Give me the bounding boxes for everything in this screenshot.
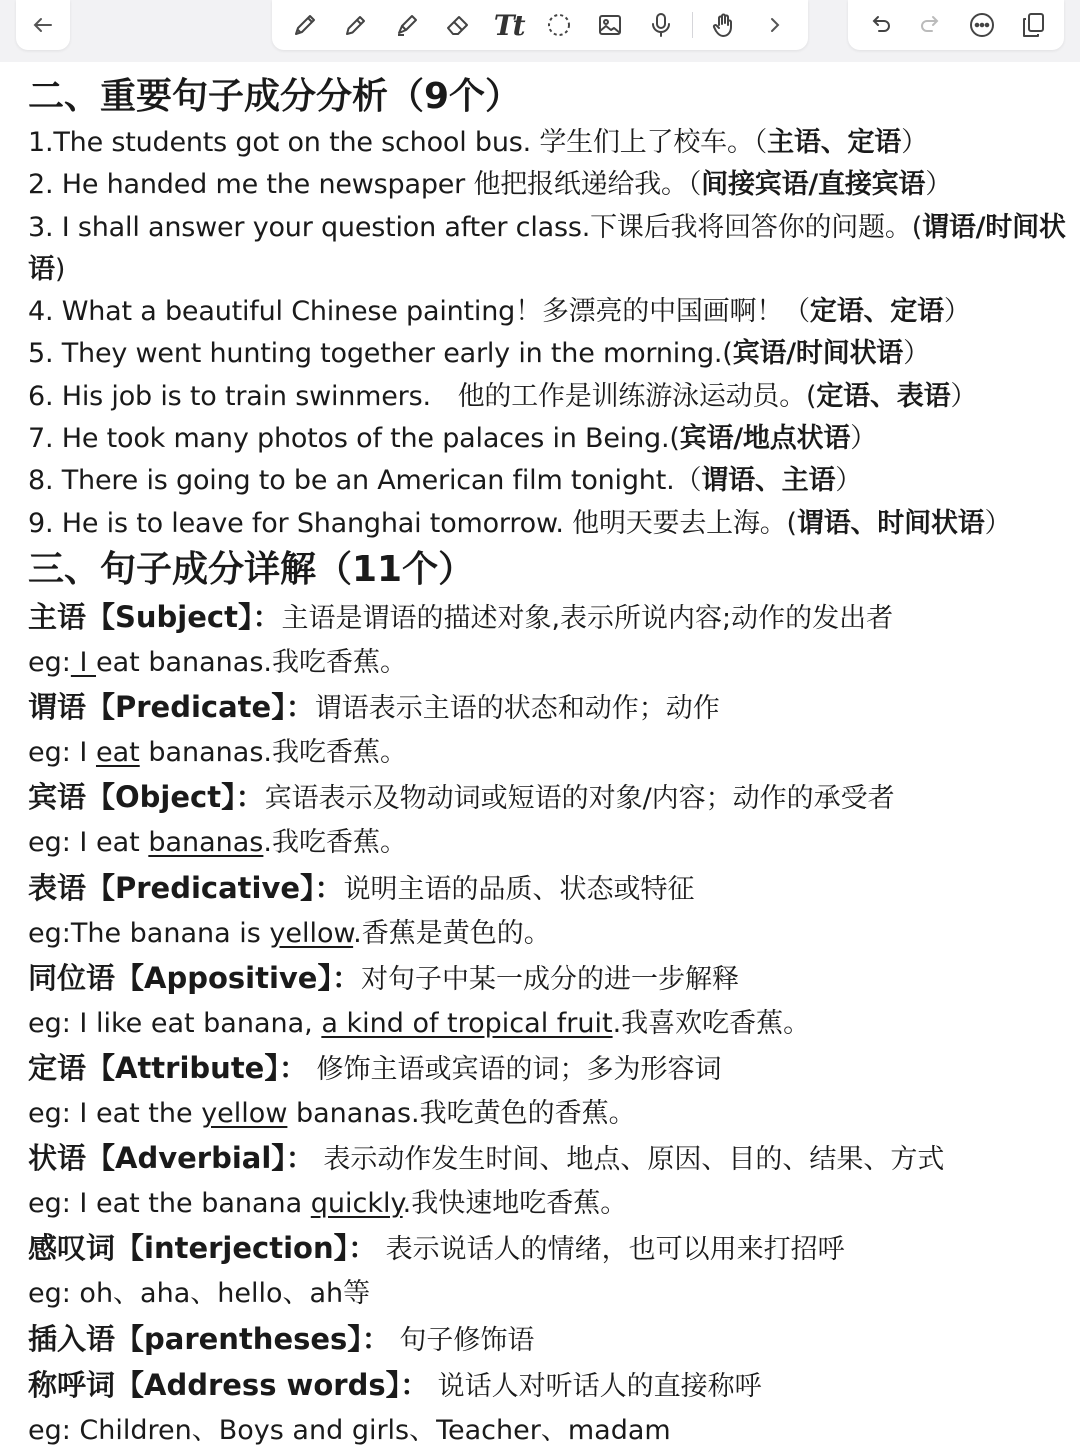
sentence-text: 3. I shall answer your question after class.下课后我将回答你的问题。( <box>28 211 923 243</box>
component-tag: 间接宾语/直接宾语 <box>701 169 926 201</box>
term-desc: 说明主语的品质、状态或特征 <box>343 873 695 905</box>
eraser-icon[interactable] <box>438 5 478 45</box>
term-definition <box>28 866 1068 912</box>
sentence-text: 7. He took many photos of the palaces in Being.( <box>28 423 680 455</box>
list-item <box>28 418 1068 460</box>
term-definition <box>28 685 1068 731</box>
term-name: 插入语【parentheses】： <box>28 1321 391 1356</box>
sentence-text: 5. They went hunting together early in the morning.( <box>28 338 733 370</box>
example-underline: yellow <box>269 917 354 949</box>
example-text: eg: I eat <box>28 827 149 859</box>
term-definition <box>28 1136 1068 1182</box>
example-underline: yellow <box>201 1097 288 1129</box>
term-example <box>28 1092 1068 1136</box>
term-name: 状语【Adverbial】： <box>28 1141 315 1176</box>
term-example <box>28 1272 1068 1316</box>
term-definition <box>28 775 1068 821</box>
term-definition <box>28 1317 1068 1363</box>
redo-icon[interactable] <box>911 5 951 45</box>
list-item <box>28 122 1068 164</box>
text-tool-icon[interactable] <box>489 5 529 45</box>
example-underline: quickly <box>310 1188 403 1220</box>
example-text: eg: oh、aha、hello、ah等 <box>28 1278 371 1310</box>
bracket: ） <box>943 296 971 328</box>
term-name: 定语【Attribute】： <box>28 1050 308 1085</box>
hand-icon[interactable] <box>704 5 744 45</box>
bracket: ） <box>850 423 877 455</box>
toolbar <box>0 0 1080 62</box>
section-heading: 二、重要句子成分分析（9个） <box>28 76 522 117</box>
component-tag: 谓语、时间状语 <box>796 507 985 539</box>
term-example <box>28 1182 1068 1226</box>
term-desc: 主语是谓语的描述对象,表示所说内容;动作的发出者 <box>281 602 894 634</box>
example-text: eg: I eat the banana <box>28 1188 311 1220</box>
sentence-text: 9. He is to leave for Shanghai tomorrow. 他明天要去上海。( <box>28 507 797 539</box>
list-item <box>28 460 1068 502</box>
bracket: ） <box>925 169 953 201</box>
bracket: ） <box>984 507 1012 539</box>
example-text: eg: I <box>28 737 96 769</box>
term-desc: 宾语表示及物动词或短语的对象/内容；动作的承受者 <box>264 783 895 815</box>
bracket: ） <box>901 127 928 158</box>
sentence-text: 4. What a beautiful Chinese painting！多漂亮的中国画啊！（ <box>28 296 810 328</box>
term-name: 宾语【Object】： <box>28 780 265 815</box>
chevron-right-icon[interactable] <box>755 5 795 45</box>
toolbar-divider <box>692 12 693 38</box>
term-definition <box>28 595 1068 641</box>
term-definition <box>28 1363 1068 1409</box>
sentence-text: 2. He handed me the newspaper 他把报纸递给我。（ <box>28 169 702 201</box>
list-item <box>28 207 1068 292</box>
example-text: .我吃香蕉。 <box>263 827 407 859</box>
list-item <box>28 333 1068 375</box>
example-text: bananas.我吃香蕉。 <box>139 737 407 769</box>
example-underline: eat <box>95 737 140 769</box>
component-tag: 宾语/地点状语 <box>679 423 851 455</box>
toolbar-left-group <box>16 0 70 50</box>
example-text: bananas.我吃黄色的香蕉。 <box>287 1097 636 1129</box>
more-icon[interactable] <box>962 5 1002 45</box>
term-definition <box>28 1226 1068 1272</box>
term-name: 主语【Subject】： <box>28 599 282 634</box>
term-list <box>28 595 1068 1453</box>
list-item <box>28 164 1068 206</box>
component-tag: 定语、表语 <box>816 380 951 412</box>
term-name: 称呼词【Address words】： <box>28 1367 430 1402</box>
component-tag: 谓语、主语 <box>701 465 836 497</box>
term-example <box>28 641 1068 685</box>
example-underline: bananas <box>148 827 264 859</box>
toolbar-tools-group <box>272 0 808 50</box>
term-example <box>28 912 1068 956</box>
term-desc: 谓语表示主语的状态和动作；动作 <box>314 693 720 725</box>
term-desc: 说话人对听话人的直接称呼 <box>429 1370 762 1402</box>
term-name: 同位语【Appositive】： <box>28 960 361 995</box>
term-definition <box>28 956 1068 1002</box>
component-tag: 主语、定语 <box>767 127 902 158</box>
term-desc: 句子修饰语 <box>390 1324 535 1356</box>
example-text: .我喜欢吃香蕉。 <box>612 1007 811 1039</box>
list-item <box>28 291 1068 333</box>
back-arrow-icon[interactable] <box>23 5 63 45</box>
example-underline: a kind of tropical fruit <box>321 1007 613 1039</box>
example-text: eg: <box>28 646 71 678</box>
sentence-analysis-list <box>28 122 1068 545</box>
section-heading: 三、句子成分详解（11个） <box>28 548 475 590</box>
example-text: eg:The banana is <box>28 917 270 949</box>
sentence-text: 1.The students got on the school bus. 学生们上了校车。（ <box>28 127 768 158</box>
example-underline: I <box>70 646 96 678</box>
microphone-icon[interactable] <box>641 5 681 45</box>
component-tag: 定语、定语 <box>809 296 944 328</box>
highlighter-icon[interactable] <box>387 5 427 45</box>
component-tag: 谓语/时间状语 <box>28 211 1066 285</box>
example-text: eg: I like eat banana, <box>28 1007 322 1039</box>
bracket: ） <box>903 338 930 370</box>
term-desc: 对句子中某一成分的进一步解释 <box>360 963 739 995</box>
list-item <box>28 376 1068 418</box>
term-definition <box>28 1046 1068 1092</box>
sentence-text: 8. There is going to be an American film tonight.（ <box>28 465 702 497</box>
example-text: .香蕉是黄色的。 <box>353 917 551 949</box>
term-name: 谓语【Predicate】： <box>28 690 315 725</box>
lasso-icon[interactable] <box>539 5 579 45</box>
text-tool-label: Tt <box>493 8 524 42</box>
pen-icon[interactable] <box>285 5 325 45</box>
image-icon[interactable] <box>590 5 630 45</box>
bracket: ） <box>835 465 863 497</box>
example-text: eg: Children、Boys and girls、Teacher、madam <box>28 1414 671 1446</box>
undo-icon[interactable] <box>860 5 900 45</box>
term-desc: 表示说话人的情绪，也可以用来打招呼 <box>377 1234 845 1266</box>
note-content <box>28 72 1068 1453</box>
term-name: 表语【Predicative】： <box>28 870 344 905</box>
pages-icon[interactable] <box>1013 5 1053 45</box>
example-text: eat bananas.我吃香蕉。 <box>96 646 407 678</box>
term-example <box>28 1002 1068 1046</box>
term-name: 感叹词【interjection】： <box>28 1231 378 1266</box>
sentence-text: 6. His job is to train swinmers. 他的工作是训练游泳运动员。( <box>28 380 817 412</box>
component-tag: 宾语/时间状语 <box>732 338 904 370</box>
term-example <box>28 1409 1068 1453</box>
term-desc: 表示动作发生时间、地点、原因、目的、结果、方式 <box>314 1144 945 1176</box>
toolbar-right-group <box>848 0 1064 50</box>
pencil-icon[interactable] <box>336 5 376 45</box>
example-text: .我快速地吃香蕉。 <box>402 1188 628 1220</box>
bracket: ） <box>950 380 978 412</box>
term-example <box>28 731 1068 775</box>
term-example <box>28 821 1068 865</box>
list-item <box>28 503 1068 545</box>
bracket: ) <box>54 253 66 285</box>
term-desc: 修饰主语或宾语的词；多为形容词 <box>307 1053 722 1085</box>
example-text: eg: I eat the <box>28 1097 202 1129</box>
